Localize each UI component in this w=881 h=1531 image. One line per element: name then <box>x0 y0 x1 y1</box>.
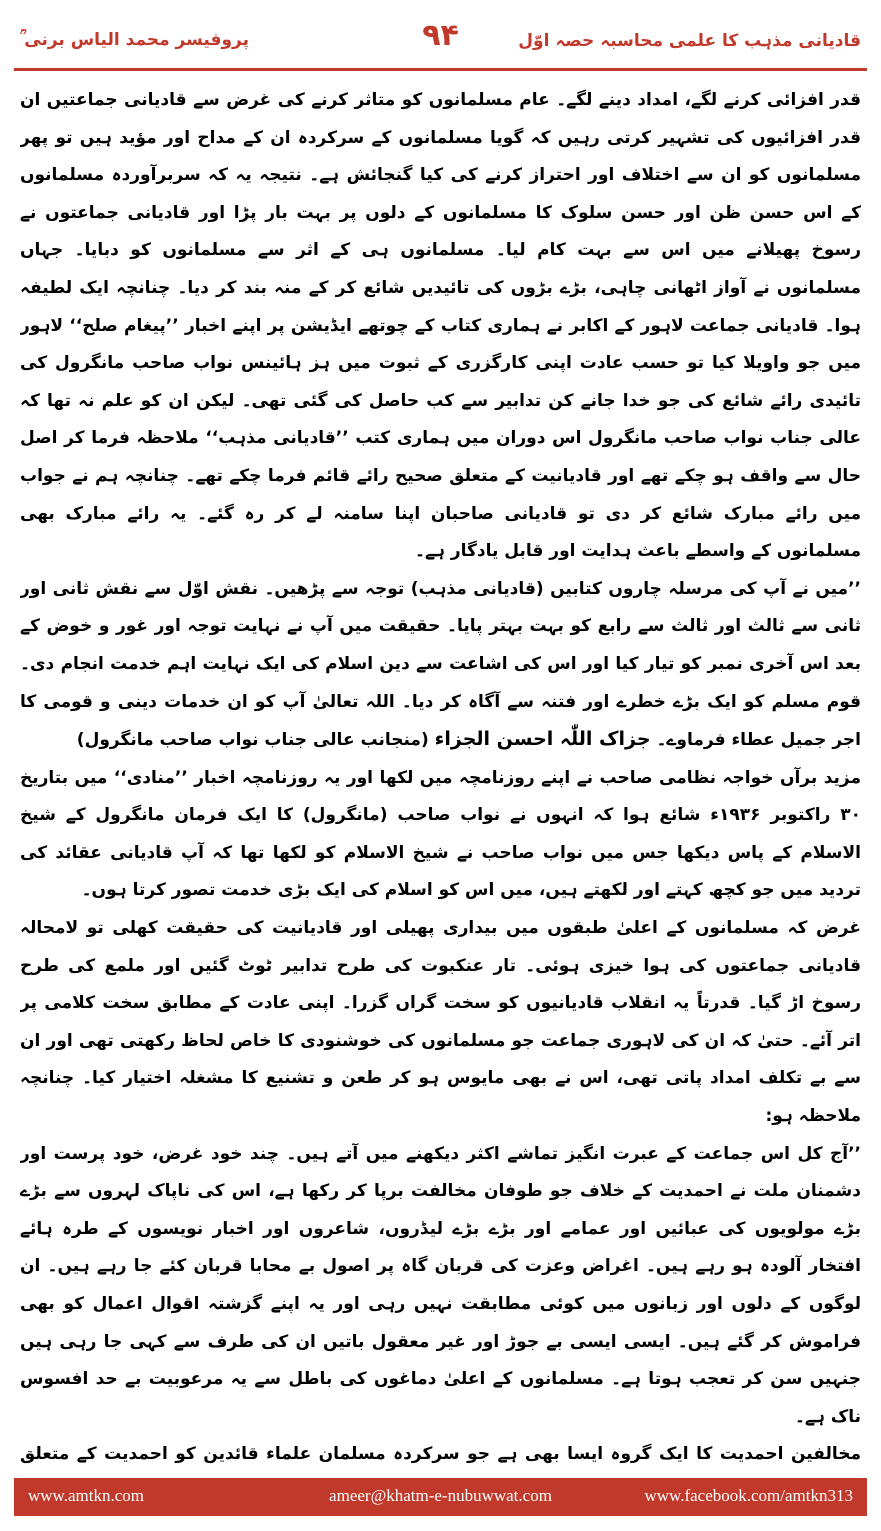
quote-text: ’’میں نے آپ کی مرسلہ چاروں کتابیں (قادیانی مذہب) توجہ سے پڑھیں۔ نقش اوّل سے نقش ثانی اور ثانی سے ثالث اور ثالث سے رابع کو بہت بہتر پایا۔ حقیقت میں آپ نے نہایت توجہ اور غور و خوض کے بعد اس آخری نمبر کو تیار کیا اور اس کی اشاعت سے دین اسلام کی ایک نہایت اہم خدمت انجام دی۔ قوم مسلم کو ایک بڑے خطرے اور فتنہ سے آگاہ کر دیا۔ اللہ تعالیٰ آپ کو ان خدمات دینی و قومی کا اجر جمیل عطاء فرماوے۔ <box>20 578 861 751</box>
paragraph-4: غرض کہ مسلمانوں کے اعلیٰ طبقوں میں بیداری پھیلی اور قادیانیت کی حقیقت کھلی تو لامحالہ قادیانی جماعتوں کی ہوا خیزی ہوئی۔ تار عنکبوت کی طرح تدابیر ٹوٹ گئیں اور ملمع کی طرح رسوخ اڑ گیا۔ قدرتاً یہ انقلاب قادیانیوں کو سخت گراں گزرا۔ اپنی عادت کے مطابق سخت کلامی پر اتر آئے۔ حتیٰ کہ ان کی لاہوری جماعت جو مسلمانوں کی خوشنودی کا خاص لحاظ رکھتی تھی اور ان سے بے تکلف امداد پاتی تھی، اس نے بھی مایوس ہو کر طعن و تشنیع کا مشغلہ اختیار کیا۔ چنانچہ ملاحظہ ہو: <box>20 918 861 1127</box>
paragraph-2 <box>20 571 861 760</box>
page-number: ۹۴ <box>422 18 459 53</box>
page-body <box>20 82 861 1472</box>
paragraph-5: ’’آج کل اس جماعت کے عبرت انگیز تماشے اکثر دیکھنے میں آتے ہیں۔ چند خود غرض، خود پرست اور دشمنان ملت نے احمدیت کے خلاف جو طوفان مخالفت برپا کر رکھا ہے، اس کی ناپاک لہروں سے بڑے بڑے مولویوں کی عبائیں اور عمامے اور بڑے بڑے لیڈروں، شاعروں اور اخبار نویسوں کے طرہ ہائے افتخار آلودہ ہو رہے ہیں۔ اغراض وعزت کی قربان گاہ پر اصول بے محابا قربان کئے جا رہے ہیں۔ ان لوگوں کے دلوں اور زبانوں میں کوئی مطابقت نہیں رہی اور یہ اپنے گزشتہ اقوال اعمال کو بھی فراموش کر گئے ہیں۔ ایسی ایسی بے جوڑ اور غیر معقول باتیں ان کی طرف سے کہی جا رہی ہیں جنہیں سن کر تعجب ہوتا ہے۔ مسلمانوں کے اعلیٰ دماغوں کی باطل سے یہ مرعوبیت بے حد افسوس ناک ہے۔ <box>20 1143 861 1427</box>
paragraph-3: مزید برآں خواجہ نظامی صاحب نے اپنے روزنامچہ میں لکھا اور یہ روزنامچہ اخبار ’’منادی‘‘ میں بتاریخ ۳۰ راکتوبر ۱۹۳۶ء شائع ہوا کہ انہوں نے نواب صاحب (مانگرول) کا ایک فرمان مانگرول کے شیخ الاسلام کے پاس دیکھا جس میں نواب صاحب نے شیخ الاسلام کو لکھا تھا کہ آپ قادیانی عقائد کی تردید میں جو کچھ کہتے اور لکھتے ہیں، میں اس کو اسلام کی ایک بڑی خدمت تصور کرتا ہوں۔ <box>20 767 861 901</box>
paragraph-1: قدر افزائی کرنے لگے، امداد دینے لگے۔ عام مسلمانوں کو متاثر کرنے کی غرض سے قادیانی جماعتیں ان قدر افزائیوں کی تشہیر کرتی رہیں کہ گویا مسلمانوں کے سرکردہ ان کے مداح اور مؤید ہیں تو پھر مسلمانوں کو ان سے اختلاف اور احتراز کرنے کی کیا گنجائش ہے۔ نتیجہ یہ کہ سربرآوردہ مسلمانوں کے اس حسن ظن اور حسن سلوک کا مسلمانوں کے دلوں پر بہت بار پڑا اور قادیانی جماعتوں نے رسوخ پھیلانے میں اس سے بہت کام لیا۔ مسلمانوں ہی کے اثر سے مسلمانوں کو دبایا۔ جہاں مسلمانوں نے آواز اٹھانی چاہی، بڑے بڑوں کی تائیدیں شائع کر کے منہ بند کر دیا۔ چنانچہ ایک لطیفہ ہوا۔ قادیانی جماعت لاہور کے اکابر نے ہماری کتاب کے چوتھے ایڈیشن پر اپنے اخبار ’’پیغام صلح‘‘ لاہور میں جو واویلا کیا تو حسب عادت اپنی کارگزری کے ثبوت میں ہز ہائینس نواب صاحب مانگرول کی تائیدی رائے شائع کی جو خدا جانے کن تدابیر سے کب حاصل کی گئی تھی۔ لیکن ان کو علم نہ تھا کہ عالی جناب نواب صاحب مانگرول اس دوران میں ہماری کتب ’’قادیانی مذہب‘‘ ملاحظہ فرما کر اصل حال سے واقف ہو چکے تھے اور قادیانیت کے متعلق صحیح رائے قائم فرما چکے تھے۔ چنانچہ ہم نے جواب میں رائے مبارک شائع کر دی تو قادیانی صاحبان اپنا سامنہ لے کر رہ گئے۔ یہ رائے مبارک بھی مسلمانوں کے واسطے باعث ہدایت اور قابل یادگار ہے۔ <box>20 90 861 562</box>
footer-facebook-link[interactable]: www.facebook.com/amtkn313 <box>644 1486 853 1505</box>
book-title: قادیانی مذہب کا علمی محاسبہ حصہ اوّل <box>518 31 861 51</box>
header-divider <box>14 68 867 71</box>
footer-email-link[interactable]: ameer@khatm-e-nubuwwat.com <box>329 1486 552 1505</box>
page-footer <box>14 1478 867 1516</box>
quote-citation: (منجانب عالی جناب نواب صاحب مانگرول) <box>76 730 429 751</box>
paragraph-6: مخالفین احمدیت کا ایک گروہ ایسا بھی ہے جو سرکردہ مسلمان علماء قائدین کو احمدیت کے متعلق <box>20 1444 861 1465</box>
arabic-prayer: جزاک اللّٰہ احسن الجزاء <box>434 728 651 751</box>
author-name: پروفیسر محمد الیاس برنی ؒ <box>20 30 250 50</box>
footer-website-link[interactable]: www.amtkn.com <box>28 1486 144 1505</box>
page-header <box>14 18 867 68</box>
